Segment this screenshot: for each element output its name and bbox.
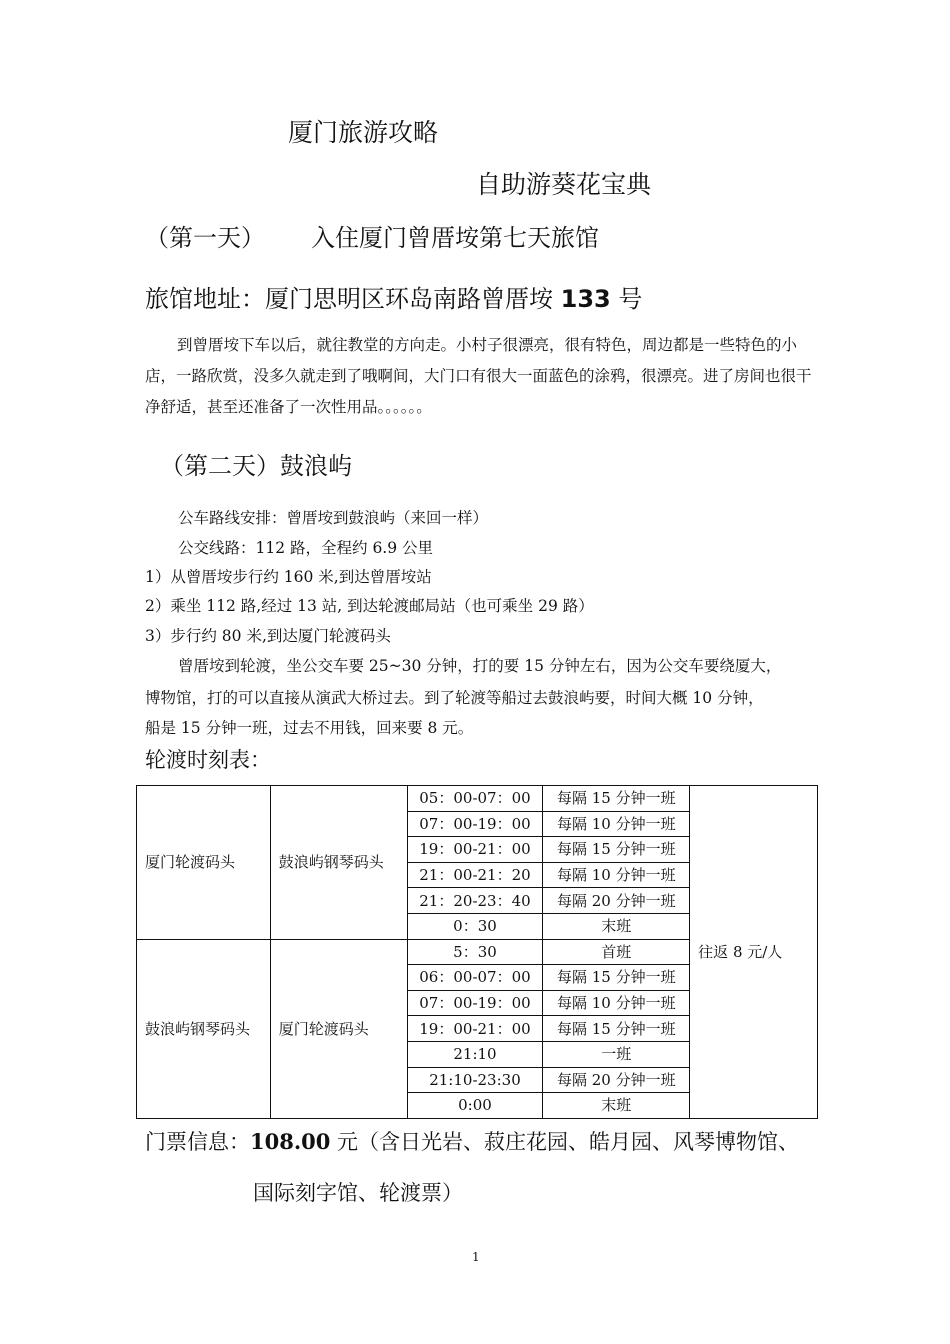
frequency-cell: 一班 <box>543 1041 690 1067</box>
time-cell: 21:10-23:30 <box>407 1067 543 1093</box>
ticket-info-continued: 国际刻字馆、轮渡票） <box>253 1181 463 1205</box>
arrival-cell: 厦门轮渡码头 <box>270 939 407 1118</box>
address-prefix: 旅馆地址：厦门思明区环岛南路曾厝垵 <box>145 285 561 313</box>
frequency-cell: 每隔 15 分钟一班 <box>543 837 690 863</box>
frequency-cell: 每隔 10 分钟一班 <box>543 990 690 1016</box>
day2-paragraph-line: 博物馆，打的可以直接从演武大桥过去。到了轮渡等船过去鼓浪屿要，时间大概 10 分钟， <box>145 689 764 707</box>
time-cell: 07：00-19：00 <box>407 990 543 1016</box>
frequency-cell: 每隔 15 分钟一班 <box>543 965 690 991</box>
time-cell: 0：30 <box>407 913 543 939</box>
ticket-price: 108.00 <box>250 1129 331 1154</box>
time-cell: 21：00-21：20 <box>407 862 543 888</box>
day1-heading: 入住厦门曾厝垵第七天旅馆 <box>311 224 599 252</box>
table-row <box>137 786 818 812</box>
arrival-cell: 鼓浪屿钢琴码头 <box>270 786 407 940</box>
fare-cell: 往返 8 元/人 <box>690 786 818 1119</box>
day2-heading: （第二天）鼓浪屿 <box>160 452 352 480</box>
time-cell: 21：20-23：40 <box>407 888 543 914</box>
departure-cell: 厦门轮渡码头 <box>137 786 271 940</box>
frequency-cell: 末班 <box>543 1093 690 1119</box>
day1-label: （第一天） <box>145 224 265 252</box>
ticket-info <box>145 1126 799 1156</box>
time-cell: 07：00-19：00 <box>407 811 543 837</box>
time-cell: 0:00 <box>407 1093 543 1119</box>
hotel-address <box>145 279 642 314</box>
bus-route: 公交线路：112 路，全程约 6.9 公里 <box>178 539 434 557</box>
ferry-schedule-table <box>136 785 818 1119</box>
day2-paragraph-line: 曾厝垵到轮渡，坐公交车要 25~30 分钟，打的要 15 分钟左右，因为公交车要绕厦大， <box>178 657 782 675</box>
day2-paragraph-line: 船是 15 分钟一班，过去不用钱，回来要 8 元。 <box>145 719 474 737</box>
time-cell: 06：00-07：00 <box>407 965 543 991</box>
frequency-cell: 每隔 15 分钟一班 <box>543 786 690 812</box>
frequency-cell: 每隔 10 分钟一班 <box>543 862 690 888</box>
address-number: 133 <box>560 285 611 313</box>
ticket-includes: 元（含日光岩、菽庄花园、皓月园、风琴博物馆、 <box>330 1130 800 1154</box>
time-cell: 5：30 <box>407 939 543 965</box>
frequency-cell: 末班 <box>543 913 690 939</box>
frequency-cell: 每隔 20 分钟一班 <box>543 1067 690 1093</box>
frequency-cell: 每隔 20 分钟一班 <box>543 888 690 914</box>
frequency-cell: 每隔 15 分钟一班 <box>543 1016 690 1042</box>
time-cell: 19：00-21：00 <box>407 837 543 863</box>
frequency-cell: 首班 <box>543 939 690 965</box>
bus-plan: 公车路线安排：曾厝垵到鼓浪屿（来回一样） <box>178 509 489 527</box>
schedule-title: 轮渡时刻表： <box>145 748 271 772</box>
page-number: 1 <box>472 1250 480 1264</box>
ticket-label: 门票信息： <box>145 1130 250 1154</box>
address-suffix: 号 <box>610 285 643 313</box>
time-cell: 19：00-21：00 <box>407 1016 543 1042</box>
time-cell: 05：00-07：00 <box>407 786 543 812</box>
route-step: 1）从曾厝垵步行约 160 米,到达曾厝垵站 <box>145 568 432 586</box>
departure-cell: 鼓浪屿钢琴码头 <box>137 939 271 1118</box>
page-subtitle: 自助游葵花宝典 <box>476 170 652 199</box>
day1-paragraph <box>145 330 815 423</box>
route-step: 3）步行约 80 米,到达厦门轮渡码头 <box>145 627 391 645</box>
route-step: 2）乘坐 112 路,经过 13 站, 到达轮渡邮局站（也可乘坐 29 路） <box>145 597 594 615</box>
time-cell: 21:10 <box>407 1041 543 1067</box>
frequency-cell: 每隔 10 分钟一班 <box>543 811 690 837</box>
page-title: 厦门旅游攻略 <box>288 118 439 147</box>
day1-paragraph-text: 到曾厝垵下车以后，就往教堂的方向走。小村子很漂亮，很有特色，周边都是一些特色的小店，一路欣赏，没多久就走到了哦啊间，大门口有很大一面蓝色的涂鸦，很漂亮。进了房间也很干净舒适，甚至还准备了一次性用品。。。。。。 <box>145 336 812 416</box>
